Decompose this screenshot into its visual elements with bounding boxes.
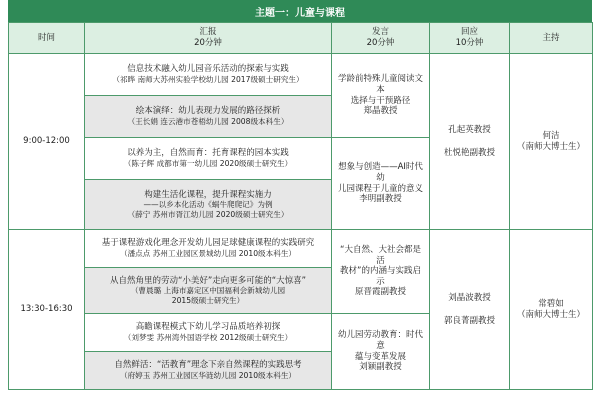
report-title: 自然鲜活：“活教育”理念下亲自然课程的实践思考 bbox=[114, 360, 302, 371]
speech-speaker: 郑晶教授 bbox=[363, 106, 398, 117]
report-title: 高瞻课程模式下幼儿学习品质培养初探 bbox=[135, 322, 281, 333]
schedule-table bbox=[8, 22, 593, 390]
header-response bbox=[430, 23, 510, 54]
report-cell bbox=[85, 352, 332, 390]
responder: 刘晶波教授 bbox=[448, 292, 491, 303]
speech-line: 蕴与变革发展 bbox=[354, 351, 406, 362]
report-author: （王长娟 连云港市苍梧幼儿园 2008级本科生） bbox=[127, 117, 289, 127]
report-subtitle: ——以乡本化活动《蜗牛爬爬记》为例 bbox=[143, 200, 273, 210]
speech-cell bbox=[332, 138, 430, 230]
header-speech bbox=[332, 23, 430, 54]
speech-line: 幼儿园劳动教育：时代意 bbox=[338, 330, 424, 351]
table-row bbox=[9, 230, 593, 268]
header-speech-duration: 20分钟 bbox=[366, 38, 395, 48]
host-affiliation: （南师大博士生） bbox=[516, 141, 585, 152]
host-name: 常碧如 bbox=[538, 298, 564, 309]
response-cell bbox=[430, 230, 510, 390]
speech-line: 教材”的内涵与实践启示 bbox=[340, 266, 421, 287]
report-author: （薛宁 苏州市胥江幼儿园 2020级硕士研究生） bbox=[127, 209, 289, 219]
header-time: 时间 bbox=[9, 23, 85, 54]
report-title: 绘本演绎：幼儿表现力发展的路径探析 bbox=[135, 106, 281, 117]
report-cell bbox=[85, 138, 332, 180]
speech-speaker: 李明副教授 bbox=[359, 194, 402, 205]
speech-line: 选择与干预路径 bbox=[350, 95, 411, 106]
session-time: 13:30-16:30 bbox=[9, 230, 85, 390]
report-cell bbox=[85, 268, 332, 314]
report-title: 从自然角里的劳动“小美好”走向更多可能的“大惊喜” bbox=[109, 275, 307, 286]
report-author: （府婷玉 苏州工业园区华涟幼儿园 2010级本科生） bbox=[119, 371, 297, 381]
speech-line: 想象与创造——AI时代幼 bbox=[338, 162, 423, 183]
speech-line: 学龄前特殊儿童阅读文本 bbox=[338, 74, 424, 95]
schedule-document bbox=[8, 0, 592, 390]
host-affiliation: （南师大博士生） bbox=[516, 309, 585, 320]
speech-cell bbox=[332, 314, 430, 390]
report-author: （潘点点 苏州工业园区景城幼儿园 2010级本科生） bbox=[119, 249, 297, 259]
report-title: 基于课程游戏化理念开发幼儿园足球健康课程的实践研究 bbox=[101, 238, 315, 249]
report-author: （曹晨璐 上海市嘉定区中国福利会新城幼儿园 bbox=[130, 286, 286, 296]
report-author: （祁晔 南师大苏州实验学校幼儿园 2017级硕士研究生） bbox=[112, 75, 304, 85]
host-cell bbox=[510, 230, 593, 390]
report-cell bbox=[85, 96, 332, 138]
speech-speaker: 原晋霞副教授 bbox=[354, 287, 406, 298]
report-cell bbox=[85, 180, 332, 230]
header-row bbox=[9, 23, 593, 54]
host-cell bbox=[510, 54, 593, 230]
header-speech-title: 发言 bbox=[371, 27, 389, 38]
speech-cell bbox=[332, 54, 430, 138]
header-report-title: 汇报 bbox=[199, 27, 217, 38]
header-report-duration: 20分钟 bbox=[194, 38, 222, 48]
report-cell bbox=[85, 230, 332, 268]
response-cell bbox=[430, 54, 510, 230]
report-title: 信息技术融入幼儿园音乐活动的探索与实践 bbox=[127, 64, 289, 75]
responder: 孔起英教授 bbox=[448, 124, 491, 135]
speech-speaker: 刘颖副教授 bbox=[359, 362, 402, 373]
table-row bbox=[9, 54, 593, 96]
report-cell bbox=[85, 314, 332, 352]
session-time: 9:00-12:00 bbox=[9, 54, 85, 230]
header-response-duration: 10分钟 bbox=[455, 38, 484, 48]
report-author: （陈子辉 成都市第一幼儿园 2020级硕士研究生） bbox=[123, 159, 293, 169]
header-response-title: 回应 bbox=[460, 27, 478, 38]
report-author: （刘梦雯 苏州湾外国语学校 2012级硕士研究生） bbox=[123, 333, 293, 343]
theme-banner: 主题一：儿童与课程 bbox=[8, 0, 592, 22]
speech-line: 儿园课程于儿童的意义 bbox=[338, 183, 424, 194]
header-host: 主持 bbox=[510, 23, 593, 54]
header-report bbox=[85, 23, 332, 54]
host-name: 何洁 bbox=[542, 130, 560, 141]
responder: 杜悦艳副教授 bbox=[443, 147, 495, 158]
report-title: 以养为主，自然而育：托育课程的园本实践 bbox=[127, 148, 289, 159]
speech-cell bbox=[332, 230, 430, 314]
report-cell bbox=[85, 54, 332, 96]
report-author-cont: 2015级硕士研究生） bbox=[171, 295, 245, 305]
speech-line: “大自然、大社会都是活 bbox=[340, 244, 421, 266]
responder: 郭良菁副教授 bbox=[443, 315, 495, 326]
report-title: 构建生活化课程，提升课程实施力 bbox=[144, 189, 272, 200]
